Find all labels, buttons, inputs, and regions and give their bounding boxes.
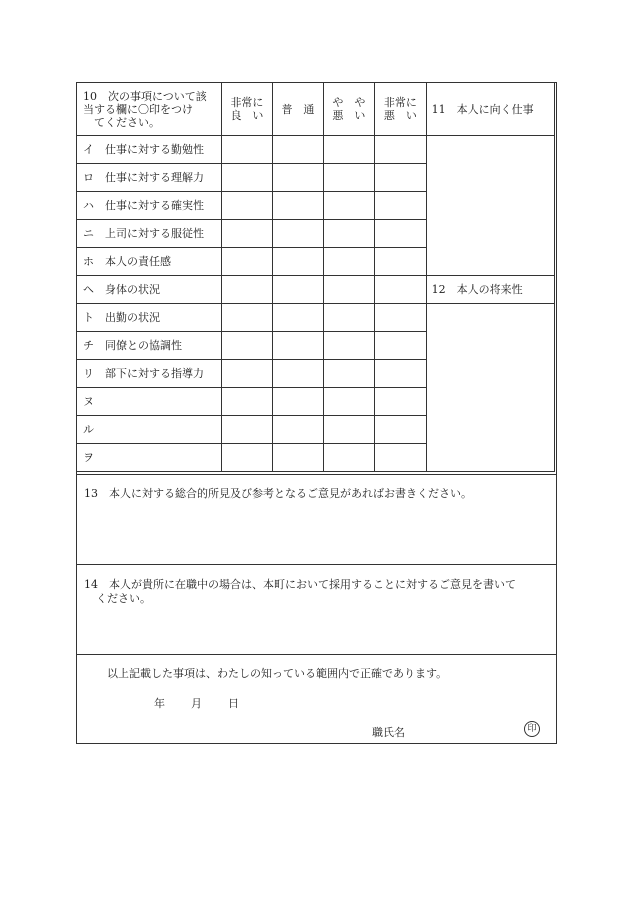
q10-header: 10 次の事項について該 当する欄に〇印をつけ てください。 <box>77 83 222 136</box>
rating-cell[interactable] <box>221 276 272 304</box>
item-label: ニ 上司に対する服従性 <box>77 220 222 248</box>
item-label: イ 仕事に対する勤勉性 <box>77 136 222 164</box>
q11-header: 11 本人に向く仕事 <box>426 83 554 136</box>
rating-cell[interactable] <box>323 220 374 248</box>
rating-cell[interactable] <box>375 416 426 444</box>
declaration-text: 以上記載した事項は、わたしの知っている範囲内で正確であります。 <box>107 667 448 680</box>
rating-cell[interactable] <box>273 164 324 192</box>
rating-cell[interactable] <box>323 332 374 360</box>
rating-cell[interactable] <box>375 136 426 164</box>
item-label: ヌ <box>77 388 222 416</box>
rating-somewhat-bad-header: や や 悪 い <box>323 83 374 136</box>
q13-label: 13 本人に対する総合的所見及び参考となるご意見があればお書きください。 <box>84 487 472 500</box>
rating-cell[interactable] <box>375 444 426 472</box>
rating-cell[interactable] <box>375 360 426 388</box>
rating-cell[interactable] <box>273 332 324 360</box>
evaluation-table <box>76 82 555 472</box>
rating-cell[interactable] <box>221 444 272 472</box>
rating-cell[interactable] <box>323 248 374 276</box>
rating-cell[interactable] <box>375 388 426 416</box>
q12-answer-area[interactable] <box>426 304 554 472</box>
rating-cell[interactable] <box>221 332 272 360</box>
rating-cell[interactable] <box>221 388 272 416</box>
item-label: チ 同僚との協調性 <box>77 332 222 360</box>
rating-cell[interactable] <box>375 164 426 192</box>
day-label: 日 <box>228 697 239 710</box>
reference-form <box>76 82 557 744</box>
rating-cell[interactable] <box>273 220 324 248</box>
rating-cell[interactable] <box>375 332 426 360</box>
rating-very-good-header: 非常に 良 い <box>221 83 272 136</box>
q13-section[interactable] <box>76 474 557 565</box>
rating-cell[interactable] <box>323 360 374 388</box>
q14-label-line2: ください。 <box>96 592 151 605</box>
rating-cell[interactable] <box>273 444 324 472</box>
item-label: ヲ <box>77 444 222 472</box>
rating-cell[interactable] <box>221 136 272 164</box>
item-label: ル <box>77 416 222 444</box>
rating-cell[interactable] <box>323 444 374 472</box>
item-label: ヘ 身体の状況 <box>77 276 222 304</box>
rating-cell[interactable] <box>375 276 426 304</box>
seal-mark: 印 <box>524 721 540 737</box>
rating-cell[interactable] <box>273 360 324 388</box>
item-label: リ 部下に対する指導力 <box>77 360 222 388</box>
item-label: ハ 仕事に対する確実性 <box>77 192 222 220</box>
item-label: ロ 仕事に対する理解力 <box>77 164 222 192</box>
rating-cell[interactable] <box>221 416 272 444</box>
rating-very-bad-header: 非常に 悪 い <box>375 83 426 136</box>
year-label: 年 <box>154 697 165 710</box>
rating-cell[interactable] <box>221 360 272 388</box>
signature-label: 職氏名 <box>372 726 405 739</box>
rating-cell[interactable] <box>273 248 324 276</box>
rating-cell[interactable] <box>221 164 272 192</box>
rating-cell[interactable] <box>221 192 272 220</box>
rating-cell[interactable] <box>323 136 374 164</box>
rating-cell[interactable] <box>323 304 374 332</box>
month-label: 月 <box>191 697 202 710</box>
rating-cell[interactable] <box>323 164 374 192</box>
declaration-section <box>76 654 557 744</box>
q14-label-line1: 14 本人が貴所に在職中の場合は、本町において採用することに対するご意見を書いて <box>84 578 516 591</box>
q11-answer-area[interactable] <box>426 136 554 276</box>
rating-cell[interactable] <box>273 304 324 332</box>
date-line <box>154 695 239 711</box>
rating-cell[interactable] <box>323 416 374 444</box>
rating-cell[interactable] <box>273 276 324 304</box>
rating-cell[interactable] <box>375 248 426 276</box>
rating-cell[interactable] <box>375 192 426 220</box>
rating-cell[interactable] <box>221 304 272 332</box>
q12-header: 12 本人の将来性 <box>426 276 554 304</box>
rating-cell[interactable] <box>221 248 272 276</box>
item-label: ホ 本人の責任感 <box>77 248 222 276</box>
rating-cell[interactable] <box>323 388 374 416</box>
item-label: ト 出勤の状況 <box>77 304 222 332</box>
rating-cell[interactable] <box>221 220 272 248</box>
rating-cell[interactable] <box>375 304 426 332</box>
rating-average-header: 普 通 <box>273 83 324 136</box>
rating-cell[interactable] <box>273 136 324 164</box>
rating-cell[interactable] <box>323 276 374 304</box>
rating-cell[interactable] <box>273 416 324 444</box>
q14-section[interactable] <box>76 564 557 655</box>
rating-cell[interactable] <box>273 192 324 220</box>
rating-cell[interactable] <box>375 220 426 248</box>
rating-cell[interactable] <box>273 388 324 416</box>
rating-cell[interactable] <box>323 192 374 220</box>
